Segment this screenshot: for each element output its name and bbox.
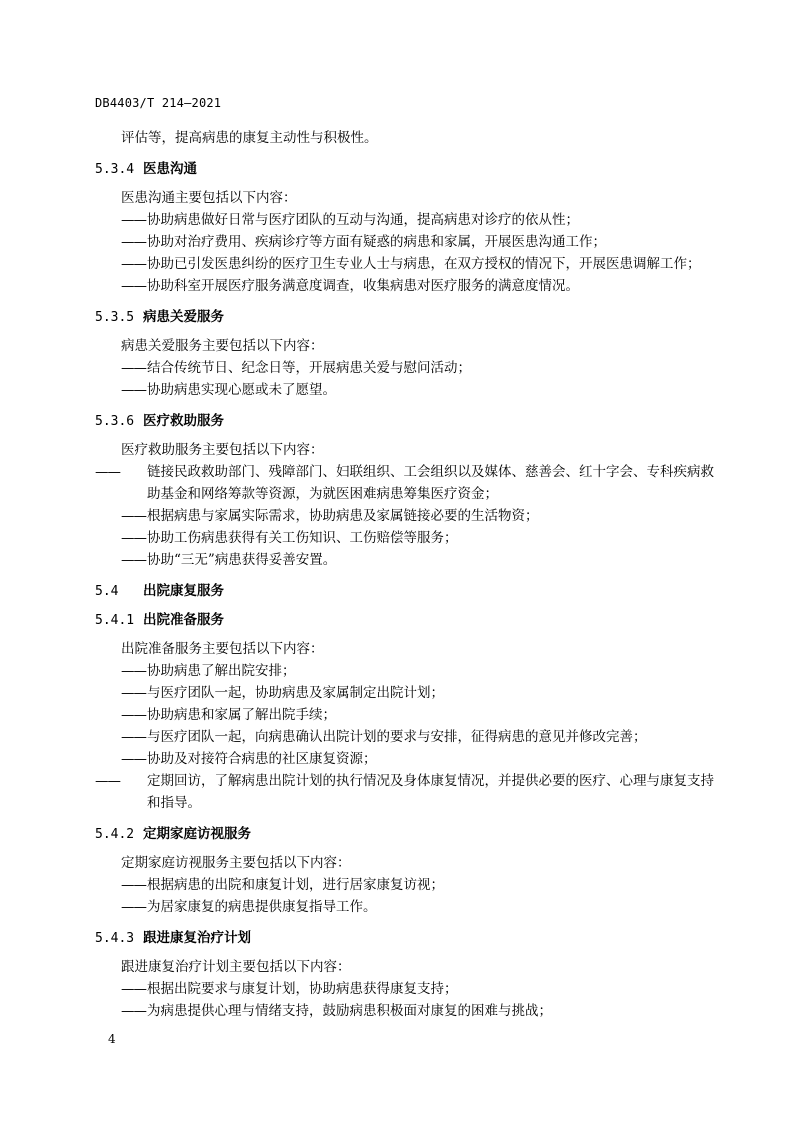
section-intro: 医患沟通主要包括以下内容： — [121, 190, 297, 206]
list-item-text: 与医疗团队一起，向病患确认出院计划的要求与安排，征得病患的意见并修改完善； — [147, 729, 647, 745]
section-5-3-6 — [95, 410, 725, 580]
list-dash: —— — [121, 751, 146, 767]
list-dash: —— — [121, 360, 146, 376]
section-heading — [95, 580, 725, 602]
list-item — [95, 231, 725, 253]
section-number: 5.3.5 — [95, 310, 135, 325]
section-intro: 出院准备服务主要包括以下内容： — [121, 641, 324, 657]
section-number: 5.4.3 — [95, 931, 135, 946]
list-dash: —— — [121, 877, 146, 893]
list-item — [95, 275, 725, 297]
list-item-text: 链接民政救助部门、残障部门、妇联组织、工会组织以及媒体、慈善会、红十字会、专科疾病救助基金和网络筹款等资源，为就医困难病患筹集医疗资金； — [147, 464, 714, 502]
section-number: 5.4.1 — [95, 613, 135, 628]
section-heading — [95, 306, 725, 328]
section-5-4-2 — [95, 823, 725, 927]
section-number: 5.4 — [95, 584, 119, 599]
section-intro: 跟进康复治疗计划主要包括以下内容： — [121, 959, 351, 975]
section-title: 医患沟通 — [143, 161, 197, 177]
list-item — [95, 704, 725, 726]
list-item — [95, 978, 725, 1000]
list-dash: —— — [95, 773, 120, 789]
section-5-4 — [95, 580, 725, 602]
list-item — [95, 896, 725, 918]
list-item-text: 协助科室开展医疗服务满意度调查，收集病患对医疗服务的满意度情况。 — [147, 278, 579, 294]
section-heading — [95, 158, 725, 180]
list-dash: —— — [95, 464, 120, 480]
list-dash: —— — [121, 899, 146, 915]
list-item-text: 结合传统节日、纪念日等，开展病患关爱与慰问活动； — [147, 360, 471, 376]
list-item-text: 协助病患实现心愿或未了愿望。 — [147, 382, 336, 398]
list-item-text: 协助病患了解出院安排； — [147, 663, 296, 679]
section-title: 病患关爱服务 — [143, 309, 224, 325]
list-item — [95, 726, 725, 748]
list-item-text: 协助病患做好日常与医疗团队的互动与沟通，提高病患对诊疗的依从性； — [147, 212, 579, 228]
list-dash: —— — [121, 552, 146, 568]
list-dash: —— — [121, 729, 146, 745]
list-item-text: 根据出院要求与康复计划，协助病患获得康复支持； — [147, 981, 458, 997]
list-dash: —— — [121, 1003, 146, 1019]
section-title: 出院康复服务 — [143, 583, 224, 599]
section-5-3-5 — [95, 306, 725, 410]
list-dash: —— — [121, 382, 146, 398]
list-item — [95, 770, 725, 814]
list-dash: —— — [121, 508, 146, 524]
section-number: 5.3.6 — [95, 414, 135, 429]
list-item-text: 根据病患的出院和康复计划，进行居家康复访视； — [147, 877, 444, 893]
section-heading — [95, 609, 725, 631]
list-item-text: 为居家康复的病患提供康复指导工作。 — [147, 899, 377, 915]
list-item-text: 为病患提供心理与情绪支持，鼓励病患积极面对康复的困难与挑战； — [147, 1003, 552, 1019]
list-item-text: 协助病患和家属了解出院手续； — [147, 707, 336, 723]
list-item-text: 与医疗团队一起，协助病患及家属制定出院计划； — [147, 685, 444, 701]
section-title: 跟进康复治疗计划 — [143, 930, 251, 946]
section-heading — [95, 823, 725, 845]
section-heading — [95, 927, 725, 949]
list-dash: —— — [121, 212, 146, 228]
list-item — [95, 682, 725, 704]
list-item-text: 根据病患与家属实际需求，协助病患及家属链接必要的生活物资； — [147, 508, 539, 524]
section-5-3-4 — [95, 158, 725, 306]
list-item — [95, 527, 725, 549]
list-dash: —— — [121, 530, 146, 546]
list-dash: —— — [121, 234, 146, 250]
section-intro: 病患关爱服务主要包括以下内容： — [121, 338, 324, 354]
section-intro: 医疗救助服务主要包括以下内容： — [121, 442, 324, 458]
list-item — [95, 660, 725, 682]
section-title: 出院准备服务 — [143, 612, 224, 628]
list-item — [95, 549, 725, 571]
list-item — [95, 379, 725, 401]
list-item — [95, 357, 725, 379]
list-dash: —— — [121, 278, 146, 294]
list-item-text: 协助已引发医患纠纷的医疗卫生专业人士与病患，在双方授权的情况下，开展医患调解工作； — [147, 256, 701, 272]
section-title: 定期家庭访视服务 — [143, 826, 251, 842]
list-item — [95, 253, 725, 275]
section-title: 医疗救助服务 — [143, 413, 224, 429]
document-body — [95, 126, 725, 1031]
list-item-text: 协助“三无”病患获得妥善安置。 — [147, 552, 337, 568]
list-dash: —— — [121, 981, 146, 997]
list-dash: —— — [121, 707, 146, 723]
list-item-text: 协助及对接符合病患的社区康复资源； — [147, 751, 377, 767]
list-item-text: 定期回访，了解病患出院计划的执行情况及身体康复情况，并提供必要的医疗、心理与康复支持和指导。 — [147, 773, 714, 811]
section-5-4-3 — [95, 927, 725, 1031]
page-number: 4 — [108, 1032, 116, 1046]
list-dash: —— — [121, 663, 146, 679]
list-dash: —— — [121, 256, 146, 272]
list-item — [95, 748, 725, 770]
list-item — [95, 874, 725, 896]
list-item — [95, 505, 725, 527]
list-item-text: 协助工伤病患获得有关工伤知识、工伤赔偿等服务； — [147, 530, 458, 546]
section-number: 5.3.4 — [95, 162, 135, 177]
continuation-text: 评估等，提高病患的康复主动性与积极性。 — [121, 130, 378, 146]
list-dash: —— — [121, 685, 146, 701]
section-number: 5.4.2 — [95, 827, 135, 842]
section-5-4-1 — [95, 609, 725, 823]
list-item — [95, 1000, 725, 1022]
list-item-text: 协助对治疗费用、疾病诊疗等方面有疑惑的病患和家属，开展医患沟通工作； — [147, 234, 606, 250]
list-item — [95, 209, 725, 231]
section-intro: 定期家庭访视服务主要包括以下内容： — [121, 855, 351, 871]
section-heading — [95, 410, 725, 432]
document-id-header: DB4403/T 214—2021 — [95, 96, 222, 110]
list-item — [95, 461, 725, 505]
